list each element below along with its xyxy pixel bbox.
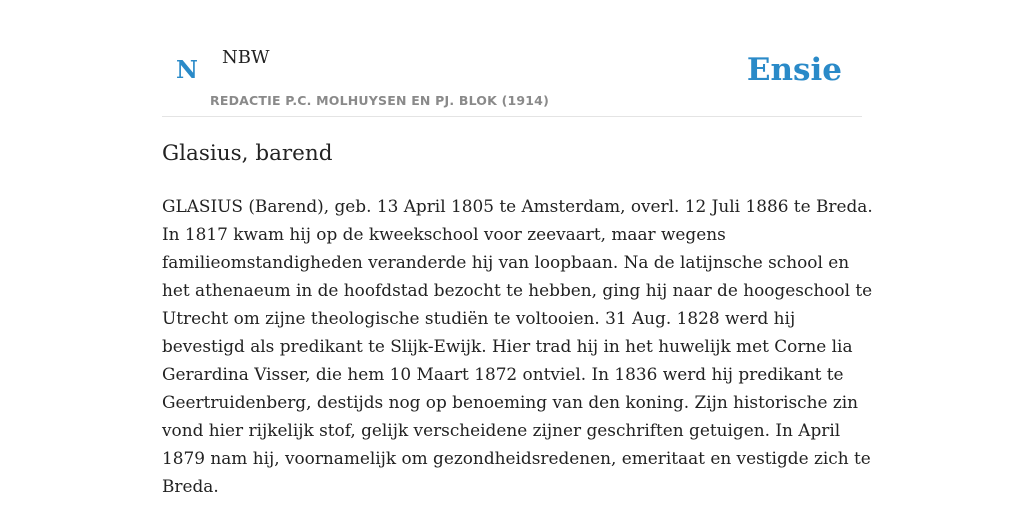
article-line: Geertruidenberg, destijds nog op benoeming van den koning. Zijn historische zin <box>162 392 859 412</box>
article-line: familieomstandigheden veranderde hij van loopbaan. Na de latijnsche school en <box>162 252 850 272</box>
article-line: vond hier rijkelijk stof, gelijk verscheidene zijner geschriften getuigen. In April <box>162 420 841 440</box>
source-name[interactable]: NBW <box>222 47 270 68</box>
article-body <box>162 192 872 500</box>
article-line: Utrecht om zijne theologische studiën te voltooien. 31 Aug. 1828 werd hij <box>162 308 796 328</box>
article-line: het athenaeum in de hoofdstad bezocht te hebben, ging hij naar de hoogeschool te <box>162 280 873 300</box>
article-line: 1879 nam hij, voornamelijk om gezondheidsredenen, emeritaat en vestigde zich te <box>162 448 871 468</box>
article-line: bevestigd als predikant te Slijk-Ewijk. Hier trad hij in het huwelijk met Corne lia <box>162 336 853 356</box>
article-line: Gerardina Visser, die hem 10 Maart 1872 ontviel. In 1836 werd hij predikant te <box>162 364 844 384</box>
header <box>162 0 862 117</box>
source-logo[interactable]: N <box>176 55 198 84</box>
brand-logo[interactable]: Ensie <box>746 52 842 88</box>
article-line: Breda. <box>162 476 219 496</box>
page-title: Glasius, barend <box>162 141 333 166</box>
source-subtitle: REDACTIE P.C. MOLHUYSEN EN PJ. BLOK (1914) <box>210 93 549 108</box>
article-line: In 1817 kwam hij op de kweekschool voor zeevaart, maar wegens <box>162 224 726 244</box>
article-line: GLASIUS (Barend), geb. 13 April 1805 te Amsterdam, overl. 12 Juli 1886 te Breda. <box>162 196 873 216</box>
